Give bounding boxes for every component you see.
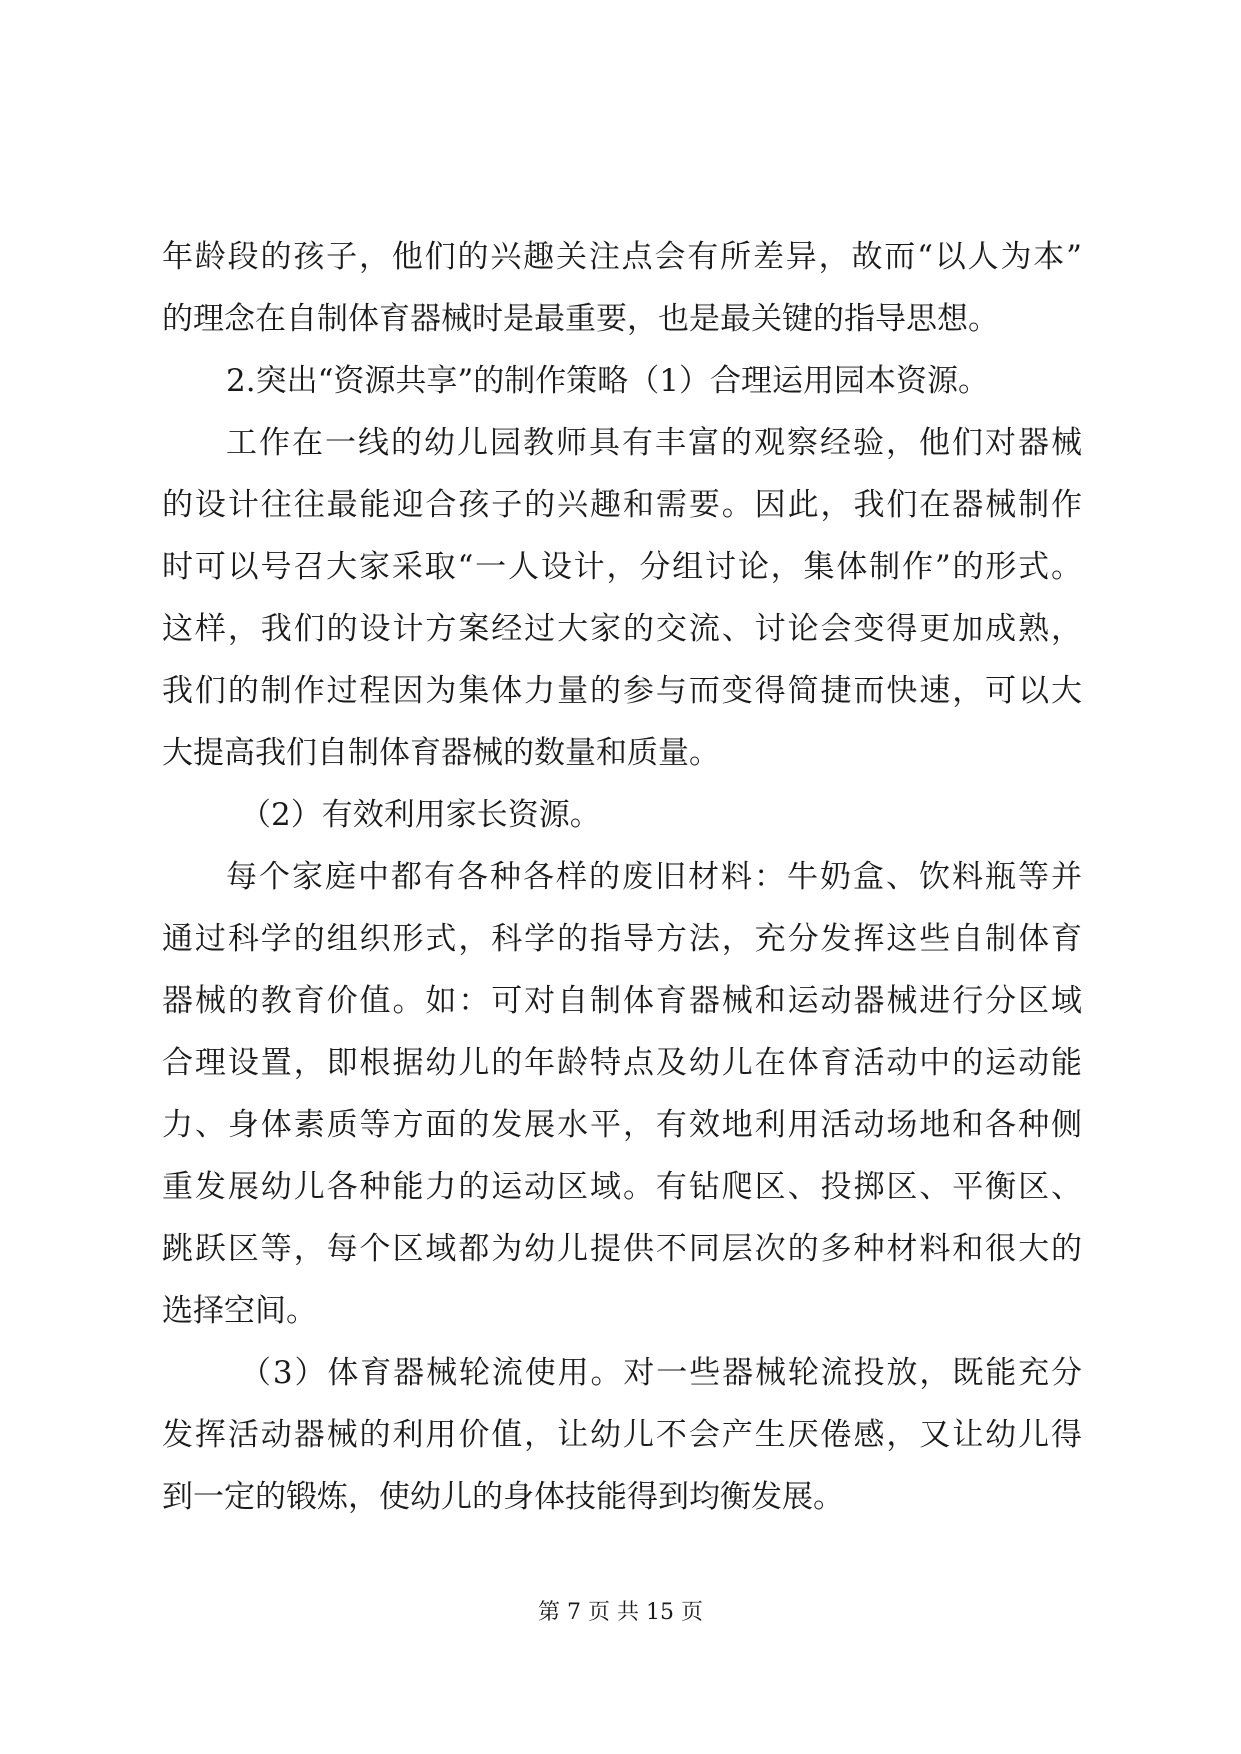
text-line: 我们的制作过程因为集体力量的参与而变得简捷而快速，可以大 <box>162 673 1082 709</box>
text-line: 的理念在自制体育器械时是最重要，也是最关键的指导思想。 <box>162 301 999 337</box>
text-line: 到一定的锻炼，使幼儿的身体技能得到均衡发展。 <box>162 1479 844 1515</box>
page-number-footer: 第 7 页 共 15 页 <box>538 1600 703 1625</box>
text-line: 发挥活动器械的利用价值，让幼儿不会产生厌倦感，又让幼儿得 <box>162 1417 1082 1453</box>
text-line: 器械的教育价值。如：可对自制体育器械和运动器械进行分区域 <box>162 983 1082 1019</box>
subsection-heading: （2）有效利用家长资源。 <box>240 797 601 833</box>
text-line: 跳跃区等，每个区域都为幼儿提供不同层次的多种材料和很大的 <box>162 1231 1082 1267</box>
text-line: 这样，我们的设计方案经过大家的交流、讨论会变得更加成熟， <box>162 611 1082 647</box>
text-line: 合理设置，即根据幼儿的年龄特点及幼儿在体育活动中的运动能 <box>162 1045 1082 1081</box>
text-line: 时可以号召大家采取“一人设计，分组讨论，集体制作”的形式。 <box>162 549 1082 585</box>
text-line: 选择空间。 <box>162 1293 317 1329</box>
text-line: 的设计往往最能迎合孩子的兴趣和需要。因此，我们在器械制作 <box>162 487 1082 523</box>
text-line: 重发展幼儿各种能力的运动区域。有钻爬区、投掷区、平衡区、 <box>162 1169 1082 1205</box>
text-line: 工作在一线的幼儿园教师具有丰富的观察经验，他们对器械 <box>226 425 1082 461</box>
text-line: （3）体育器械轮流使用。对一些器械轮流投放，既能充分 <box>240 1355 1082 1391</box>
section-heading: 2.突出“资源共享”的制作策略（1）合理运用园本资源。 <box>226 363 989 399</box>
text-line: 通过科学的组织形式，科学的指导方法，充分发挥这些自制体育 <box>162 921 1082 957</box>
text-line: 每个家庭中都有各种各样的废旧材料：牛奶盒、饮料瓶等并 <box>226 859 1082 895</box>
text-line: 大提高我们自制体育器械的数量和质量。 <box>162 735 720 771</box>
text-line: 年龄段的孩子，他们的兴趣关注点会有所差异，故而“以人为本” <box>162 239 1082 275</box>
text-line: 力、身体素质等方面的发展水平，有效地利用活动场地和各种侧 <box>162 1107 1082 1143</box>
body-text <box>162 226 1082 1528</box>
